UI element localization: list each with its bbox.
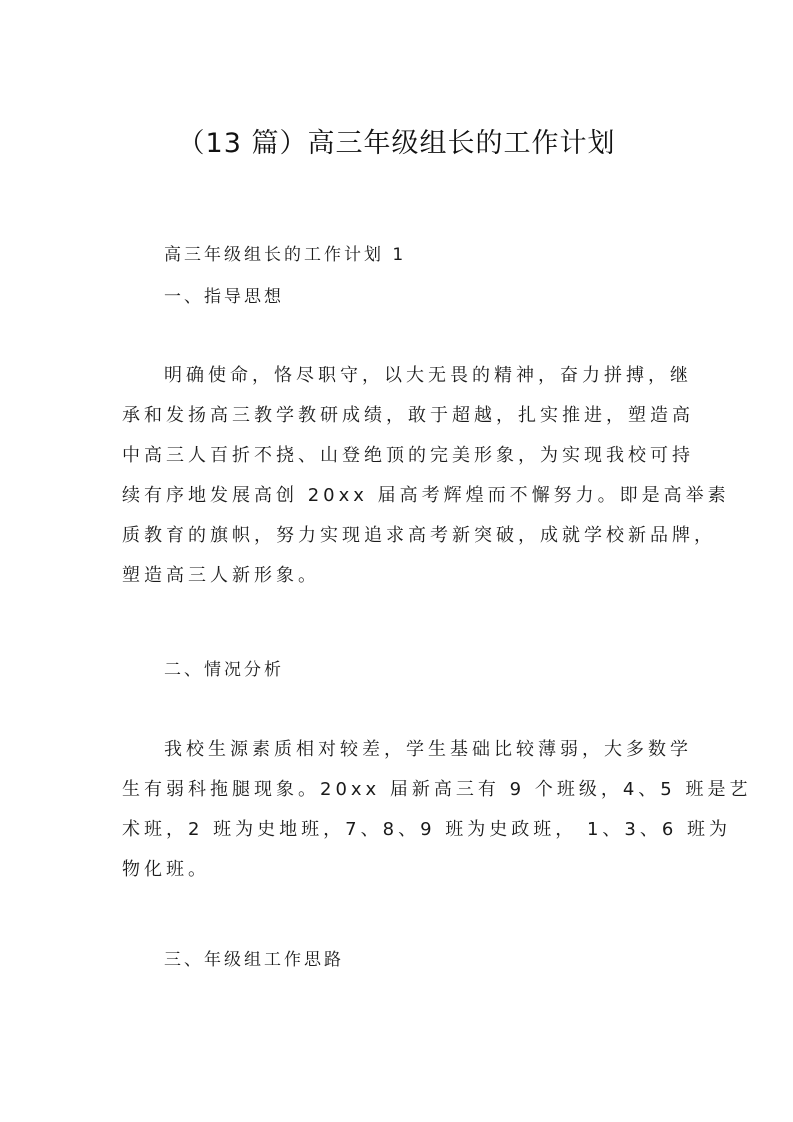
document-title: （13 篇）高三年级组长的工作计划 [177,128,616,159]
paragraph-line: 承和发扬高三教学教研成绩，敢于超越，扎实推进，塑造高 [122,405,694,426]
paragraph-line: 我校生源素质相对较差，学生基础比较薄弱，大多数学 [164,739,692,760]
paragraph-line: 续有序地发展高创 20xx 届高考辉煌而不懈努力。即是高举素 [122,485,730,506]
paragraph-line: 塑造高三人新形象。 [122,565,320,586]
paragraph-line: 生有弱科拖腿现象。20xx 届新高三有 9 个班级，4、5 班是艺 [122,779,752,800]
section-heading-guiding-ideology: 一、指导思想 [164,287,284,307]
paragraph-line: 物化班。 [122,859,210,880]
paragraph-line: 质教育的旗帜，努力实现追求高考新突破，成就学校新品牌， [122,525,716,546]
section-heading-situation-analysis: 二、情况分析 [164,660,284,680]
section-paragraph-situation-analysis [122,730,752,890]
paragraph-line: 术班，2 班为史地班，7、8、9 班为史政班， 1、3、6 班为 [122,819,732,840]
document-subtitle: 高三年级组长的工作计划 1 [164,245,407,265]
section-paragraph-guiding-ideology [122,356,730,596]
paragraph-line: 明确使命，恪尽职守，以大无畏的精神，奋力拼搏，继 [164,365,692,386]
section-heading-work-approach: 三、年级组工作思路 [164,950,344,970]
paragraph-line: 中高三人百折不挠、山登绝顶的完美形象，为实现我校可持 [122,445,694,466]
